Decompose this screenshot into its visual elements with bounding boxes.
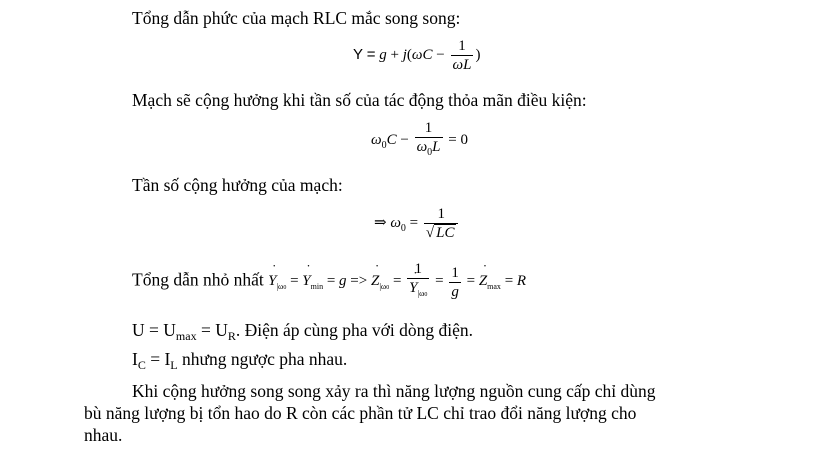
min-admittance-line: Tổng dẫn nhỏ nhất ˙ $Y_{|\omega 0}$ = ˙ $Y_{min} = g$ => ˙ $Z_{|\omega 0}$ = 1 ˙ $Y_{|\omega 0}$ = $\frac{1}{g}$ = ˙ $Z_{max} = R$ (132, 260, 526, 304)
admittance-equation: Y = g + j(ωC − $\frac{1}{\omega L}$ ) (353, 38, 481, 73)
fraction-one-over-sqrt-lc: $\frac{1}{√ LC}$ (424, 205, 459, 242)
resonant-frequency-equation: ⇒ $\omega_0$ = $\frac{1}{√ LC}$ (374, 205, 460, 242)
fraction-one-over-y: 1 ˙ $Y_{|\omega 0}$ (407, 260, 429, 304)
resonance-condition-text: Mạch sẽ cộng hưởng khi tần số của tác động thỏa mãn điều kiện: (132, 90, 587, 110)
fraction-one-over-omega-l: $\frac{1}{\omega L}$ (452, 38, 472, 73)
resonant-frequency-text: Tần số cộng hưởng của mạch: (132, 175, 343, 195)
resonance-equation: $\omega_0C$ − $\frac{1}{\omega_0L}$ = 0 (371, 119, 468, 162)
intro-text: Tổng dẫn phức của mạch RLC mắc song song: (132, 8, 461, 28)
fraction-one-over-g: $\frac{1}{g}$ (451, 264, 459, 300)
current-line: $I_C = I_L$ nhưng ngược pha nhau. (132, 349, 348, 372)
conclusion-paragraph: Khi cộng hưởng song song xảy ra thì năng lượng nguồn cung cấp chỉ dùng bù năng lượng bị tổn hao do R còn các phần tử LC chỉ trao đổi năng lượng cho nhau. (84, 381, 656, 445)
fraction-one-over-omega0-l: $\frac{1}{\omega_0L}$ (416, 120, 441, 158)
voltage-line: $U = U_{max} = U_R$. Điện áp cùng pha với dòng điện. (132, 320, 474, 343)
